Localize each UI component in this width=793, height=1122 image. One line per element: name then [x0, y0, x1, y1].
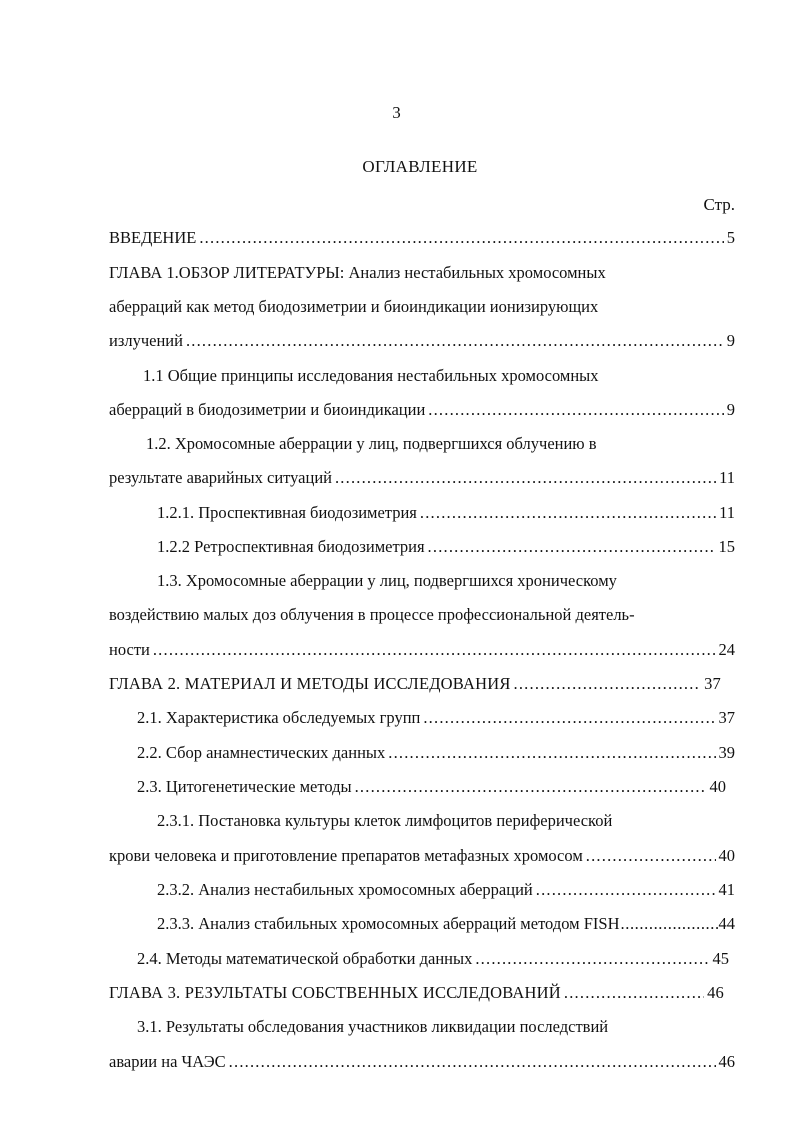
toc-entry-2-3 [137, 775, 726, 799]
toc-entry-title: ВВЕДЕНИЕ [109, 228, 197, 247]
toc-leader-dots [229, 1050, 716, 1074]
toc-entry-page: 44 [718, 914, 735, 933]
toc-entry-chapter-1-line: ГЛАВА 1.ОБЗОР ЛИТЕРАТУРЫ: Анализ нестабильных хромосомных [109, 263, 606, 282]
toc-entry-chapter-1 [109, 329, 735, 353]
toc-entry-title: ГЛАВА 3. РЕЗУЛЬТАТЫ СОБСТВЕННЫХ ИССЛЕДОВАНИЙ [109, 983, 561, 1002]
toc-entry-title: ГЛАВА 2. МАТЕРИАЛ И МЕТОДЫ ИССЛЕДОВАНИЯ [109, 674, 511, 693]
toc-entry-page: 5 [726, 228, 735, 247]
toc-entry-1-3 [109, 638, 735, 662]
toc-leader-dots [475, 947, 709, 971]
toc-entry-title: 2.2. Сбор анамнестических данных [137, 743, 386, 762]
toc-leader-dots [335, 466, 716, 490]
toc-entry-2-1 [137, 706, 735, 730]
toc-entry-page: 45 [712, 949, 729, 968]
page-number: 3 [392, 103, 401, 122]
toc-entry-page: 39 [718, 743, 735, 762]
toc-leader-dots [621, 912, 718, 936]
toc-leader-dots [428, 535, 716, 559]
toc-entry-title: аварии на ЧАЭС [109, 1052, 226, 1071]
toc-entry-1-2 [109, 466, 735, 490]
toc-entry-1-1 [109, 398, 735, 422]
toc-leader-dots [428, 398, 723, 422]
toc-leader-dots [536, 878, 716, 902]
toc-entry-page: 40 [718, 846, 735, 865]
toc-entry-1-3-line: воздействию малых доз облучения в процессе профессиональной деятель- [109, 605, 635, 624]
toc-entry-1-3-line: 1.3. Хромосомные аберрации у лиц, подвергшихся хроническому [157, 571, 617, 590]
toc-entry-1-2-line: 1.2. Хромосомные аберрации у лиц, подвергшихся облучению в [146, 434, 597, 453]
toc-entry-page: 15 [718, 537, 735, 556]
toc-leader-dots [199, 226, 723, 250]
toc-entry-title: 1.2.2 Ретроспективная биодозиметрия [157, 537, 425, 556]
pages-column-header: Стр. [703, 195, 735, 214]
toc-entry-2-3-1 [109, 844, 735, 868]
toc-entry-1-2-1 [157, 501, 735, 525]
toc-entry-title: 2.3.3. Анализ стабильных хромосомных аберраций методом FISH [157, 914, 620, 933]
toc-entry-page: 37 [718, 708, 735, 727]
toc-entry-chapter-1-line: аберраций как метод биодозиметрии и биоиндикации ионизирующих [109, 297, 599, 316]
toc-entry-title: 2.3. Цитогенетические методы [137, 777, 352, 796]
toc-entry-page: 41 [718, 880, 735, 899]
toc-entry-page: 46 [718, 1052, 735, 1071]
toc-entry-chapter-3 [109, 981, 724, 1005]
toc-entry-3-1-line: 3.1. Результаты обследования участников ликвидации последствий [137, 1017, 609, 1036]
toc-entry-title: ности [109, 640, 150, 659]
toc-leader-dots [420, 501, 716, 525]
toc-entry-page: 9 [726, 331, 735, 350]
toc-leader-dots [153, 638, 716, 662]
toc-entry-page: 11 [719, 503, 735, 522]
toc-entry-title: 1.2.1. Проспективная биодозиметрия [157, 503, 417, 522]
toc-entry-2-3-3 [157, 912, 735, 936]
toc-entry-page: 40 [709, 777, 726, 796]
toc-entry-title: результате аварийных ситуаций [109, 468, 332, 487]
toc-entry-title: 2.3.2. Анализ нестабильных хромосомных аберраций [157, 880, 533, 899]
toc-leader-dots [355, 775, 707, 799]
toc-entry-chapter-2 [109, 672, 721, 696]
toc-entry-page: 46 [707, 983, 724, 1002]
toc-leader-dots [388, 741, 715, 765]
toc-entry-introduction [109, 226, 735, 250]
toc-leader-dots [564, 981, 704, 1005]
toc-leader-dots [186, 329, 724, 353]
toc-entry-3-1 [109, 1050, 735, 1074]
toc-entry-title: 2.1. Характеристика обследуемых групп [137, 708, 421, 727]
toc-leader-dots [423, 706, 715, 730]
toc-entry-2-3-2 [157, 878, 735, 902]
toc-entry-page: 24 [718, 640, 735, 659]
page-title: ОГЛАВЛЕНИЕ [362, 157, 478, 176]
toc-entry-page: 37 [704, 674, 721, 693]
toc-entry-page: 9 [726, 400, 735, 419]
toc-leader-dots [586, 844, 716, 868]
toc-entry-1-1-line: 1.1 Общие принципы исследования нестабильных хромосомных [143, 366, 599, 385]
toc-entry-1-2-2 [157, 535, 735, 559]
toc-entry-title: излучений [109, 331, 183, 350]
toc-entry-2-4 [137, 947, 729, 971]
toc-entry-title: крови человека и приготовление препаратов метафазных хромосом [109, 846, 583, 865]
toc-entry-title: аберраций в биодозиметрии и биоиндикации [109, 400, 426, 419]
toc-entry-title: 2.4. Методы математической обработки данных [137, 949, 473, 968]
toc-leader-dots [514, 672, 702, 696]
toc-entry-page: 11 [719, 468, 735, 487]
toc-entry-2-2 [137, 741, 735, 765]
toc-entry-2-3-1-line: 2.3.1. Постановка культуры клеток лимфоцитов периферической [157, 811, 613, 830]
